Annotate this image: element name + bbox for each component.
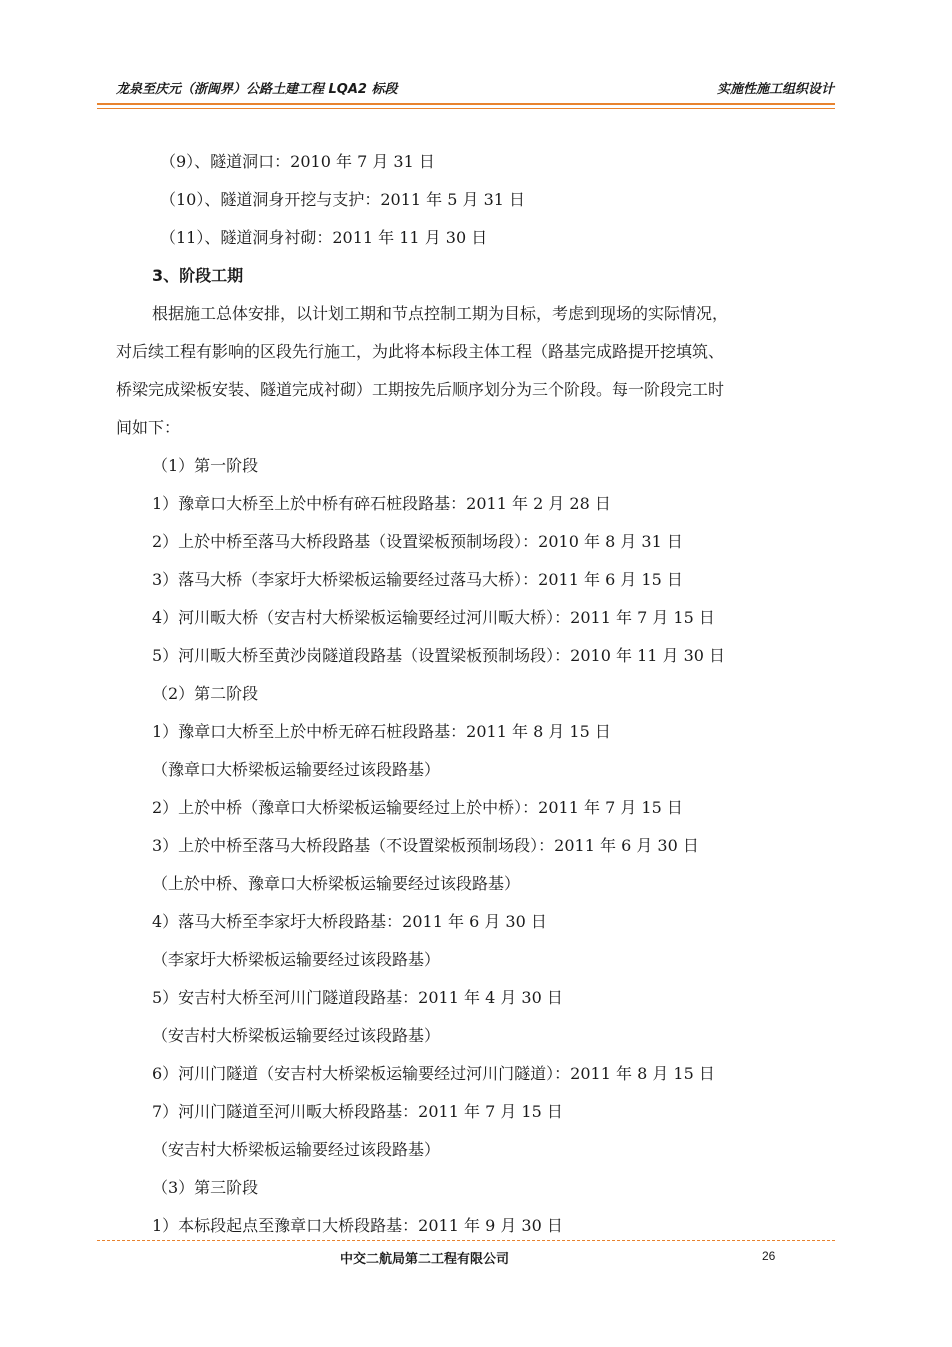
list-item: 5）河川畈大桥至黄沙岗隧道段路基（设置梁板预制场段）：2010 年 11 月 30 日	[152, 646, 726, 665]
list-item: 2）上於中桥至落马大桥段路基（设置梁板预制场段）：2010 年 8 月 31 日	[152, 532, 683, 551]
list-item: 1）豫章口大桥至上於中桥无碎石桩段路基：2011 年 8 月 15 日	[152, 722, 611, 741]
section-heading: 3、阶段工期	[152, 266, 244, 285]
list-item: 1）豫章口大桥至上於中桥有碎石桩段路基：2011 年 2 月 28 日	[152, 494, 611, 513]
list-note: （豫章口大桥梁板运输要经过该段路基）	[152, 760, 441, 779]
text-line: （9）、隧道洞口：2010 年 7 月 31 日	[160, 152, 435, 171]
text-line: （10）、隧道洞身开挖与支护：2011 年 5 月 31 日	[160, 190, 526, 209]
list-note: （安吉村大桥梁板运输要经过该段路基）	[152, 1140, 441, 1159]
header-rule-thin	[97, 108, 835, 109]
list-item: 7）河川门隧道至河川畈大桥段路基：2011 年 7 月 15 日	[152, 1102, 563, 1121]
list-note: （上於中桥、豫章口大桥梁板运输要经过该段路基）	[152, 874, 521, 893]
list-item: 1）本标段起点至豫章口大桥段路基：2011 年 9 月 30 日	[152, 1216, 563, 1235]
list-item: 4）落马大桥至李家圩大桥段路基：2011 年 6 月 30 日	[152, 912, 547, 931]
list-item: 4）河川畈大桥（安吉村大桥梁板运输要经过河川畈大桥）：2011 年 7 月 15 日	[152, 608, 715, 627]
footer-rule	[97, 1240, 835, 1241]
stage-heading: （1）第一阶段	[152, 456, 259, 475]
list-note: （李家圩大桥梁板运输要经过该段路基）	[152, 950, 441, 969]
page-number: 26	[762, 1249, 776, 1263]
footer-company: 中交二航局第二工程有限公司	[340, 1252, 510, 1267]
stage-heading: （2）第二阶段	[152, 684, 259, 703]
list-item: 6）河川门隧道（安吉村大桥梁板运输要经过河川门隧道）：2011 年 8 月 15 日	[152, 1064, 715, 1083]
list-item: 3）上於中桥至落马大桥段路基（不设置梁板预制场段）：2011 年 6 月 30 日	[152, 836, 699, 855]
paragraph-line: 间如下：	[116, 418, 181, 437]
header-rule-thick	[97, 103, 835, 105]
paragraph-line: 根据施工总体安排，以计划工期和节点控制工期为目标，考虑到现场的实际情况，	[152, 304, 729, 323]
paragraph-line: 对后续工程有影响的区段先行施工，为此将本标段主体工程（路基完成路提开挖填筑、	[116, 342, 725, 361]
text-line: （11）、隧道洞身衬砌：2011 年 11 月 30 日	[160, 228, 488, 247]
list-note: （安吉村大桥梁板运输要经过该段路基）	[152, 1026, 441, 1045]
stage-heading: （3）第三阶段	[152, 1178, 259, 1197]
list-item: 5）安吉村大桥至河川门隧道段路基：2011 年 4 月 30 日	[152, 988, 563, 1007]
list-item: 2）上於中桥（豫章口大桥梁板运输要经过上於中桥）：2011 年 7 月 15 日	[152, 798, 683, 817]
list-item: 3）落马大桥（李家圩大桥梁板运输要经过落马大桥）：2011 年 6 月 15 日	[152, 570, 683, 589]
header-document-type: 实施性施工组织设计	[716, 82, 834, 97]
header-document-title: 龙泉至庆元（浙闽界）公路土建工程 LQA2 标段	[116, 82, 398, 97]
paragraph-line: 桥梁完成梁板安装、隧道完成衬砌）工期按先后顺序划分为三个阶段。每一阶段完工时	[116, 380, 725, 399]
